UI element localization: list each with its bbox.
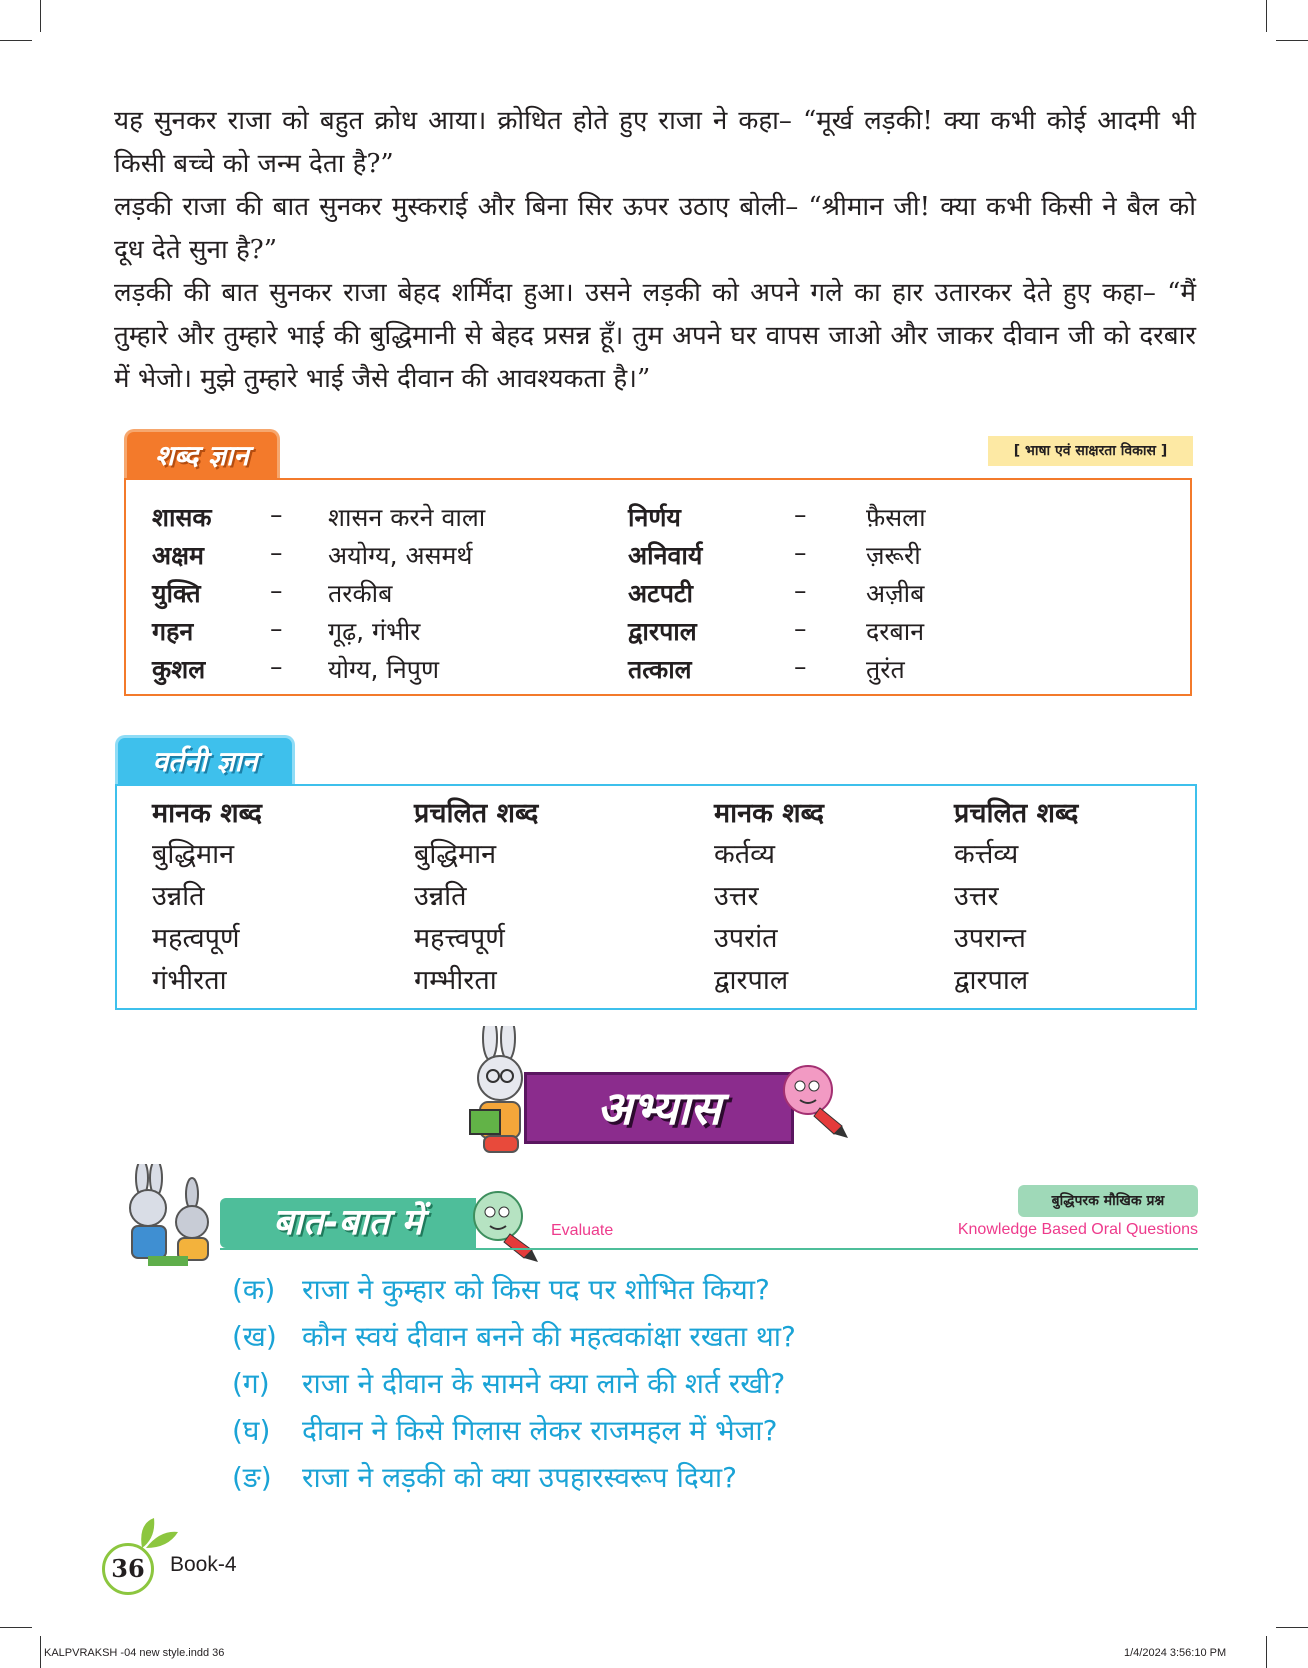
shabd-gyan-word: अटपटी (628, 579, 693, 608)
rabbits-illustration (108, 1164, 226, 1272)
question-label: (क) (232, 1273, 276, 1306)
shabd-gyan-dash: – (794, 576, 807, 605)
vartani-cell: द्वारपाल (954, 965, 1029, 996)
abhyas-banner: अभ्यास (524, 1072, 794, 1144)
question-label: (ग) (232, 1367, 270, 1400)
question-label: (ङ) (232, 1461, 272, 1494)
vartani-cell: बुद्धिमान (152, 839, 235, 870)
question-item (232, 1317, 796, 1355)
vartani-cell: द्वारपाल (714, 965, 789, 996)
vartani-header: प्रचलित शब्द (954, 798, 1079, 829)
shabd-gyan-meaning: अयोग्य, असमर्थ (328, 541, 473, 570)
vartani-cell: गंभीरता (152, 965, 227, 996)
question-text: दीवान ने किसे गिलास लेकर राजमहल में भेजा? (302, 1414, 778, 1447)
crop-mark (40, 0, 41, 32)
shabd-gyan-title: शब्द ज्ञान (124, 429, 280, 480)
crop-mark (0, 40, 32, 41)
shabd-gyan-meaning: फ़ैसला (866, 503, 926, 532)
question-text: राजा ने कुम्हार को किस पद पर शोभित किया? (302, 1273, 770, 1306)
shabd-gyan-dash: – (270, 652, 283, 681)
shabd-gyan-dash: – (270, 614, 283, 643)
page-number: 36 (102, 1543, 154, 1595)
baat-baat-mein-banner: बात-बात में (220, 1198, 476, 1248)
oral-questions-subtitle: Knowledge Based Oral Questions (957, 1221, 1198, 1238)
paragraph: लड़की की बात सुनकर राजा बेहद शर्मिंदा हुआ। उसने लड़की को अपने गले का हार उतारकर देते हुए कहा– “मैं तुम्हारे और तुम्हारे भाई की बुद्धिमानी से बेहद प्रसन्न हूँ। तुम अपने घर वापस जाओ और जाकर दीवान जी को दरबार में भेजो। मुझे तुम्हारे भाई जैसे दीवान की आवश्यकता है।” (114, 278, 1196, 394)
question-label: (ख) (232, 1320, 277, 1353)
question-label: (घ) (232, 1414, 271, 1447)
shabd-gyan-word: गहन (152, 617, 194, 646)
shabd-gyan-meaning: अज़ीब (866, 579, 925, 608)
shabd-gyan-dash: – (794, 614, 807, 643)
shabd-gyan-meaning: शासन करने वाला (328, 503, 486, 532)
shabd-gyan-word: युक्ति (152, 579, 201, 608)
shabd-gyan-meaning: तरकीब (328, 579, 393, 608)
vartani-cell: उत्तर (954, 881, 999, 912)
print-timestamp: 1/4/2024 3:56:10 PM (1124, 1647, 1227, 1659)
shabd-gyan-dash: – (794, 500, 807, 529)
leaf-icon (134, 1514, 182, 1550)
vartani-cell: उन्नति (414, 881, 467, 912)
question-item (232, 1458, 737, 1496)
shabd-gyan-dash: – (270, 500, 283, 529)
vartani-cell: गम्भीरता (414, 965, 497, 996)
question-text: कौन स्वयं दीवान बनने की महत्वकांक्षा रखता था? (302, 1320, 796, 1353)
shabd-gyan-word: निर्णय (628, 503, 681, 532)
vartani-cell: कर्त्तव्य (954, 839, 1019, 870)
shabd-gyan-word: द्वारपाल (628, 617, 697, 646)
shabd-gyan-dash: – (794, 652, 807, 681)
shabd-gyan-meaning: गूढ़, गंभीर (328, 617, 421, 646)
question-text: राजा ने लड़की को क्या उपहारस्वरूप दिया? (302, 1461, 738, 1494)
shabd-gyan-tag: [ भाषा एवं साक्षरता विकास ] (988, 436, 1193, 466)
question-item (232, 1270, 770, 1308)
vartani-cell: उपरांत (714, 923, 778, 954)
question-text: राजा ने दीवान के सामने क्या लाने की शर्त रखी? (302, 1367, 786, 1400)
paragraph: लड़की राजा की बात सुनकर मुस्कराई और बिना सिर ऊपर उठाए बोली– “श्रीमान जी! क्या कभी किसी ने बैल को दूध देते सुना है?” (114, 192, 1196, 265)
evaluate-label: Evaluate (551, 1222, 614, 1239)
vartani-cell: कर्तव्य (714, 839, 776, 870)
question-item (232, 1364, 785, 1402)
shabd-gyan-word: शासक (152, 503, 212, 532)
vartani-cell: उपरान्त (954, 923, 1026, 954)
crop-mark (0, 1627, 32, 1628)
pencil-mascot-illustration (780, 1060, 850, 1142)
vartani-gyan-title: वर्तनी ज्ञान (115, 735, 295, 786)
vartani-header: मानक शब्द (152, 798, 262, 829)
vartani-header: प्रचलित शब्द (414, 798, 539, 829)
crop-mark (1266, 1636, 1267, 1668)
vartani-cell: उत्तर (714, 881, 759, 912)
section-divider (220, 1248, 1198, 1250)
oral-questions-tag: बुद्धिपरक मौखिक प्रश्न (1018, 1185, 1198, 1217)
book-label: Book-4 (170, 1553, 237, 1576)
shabd-gyan-meaning: दरबान (866, 617, 925, 646)
shabd-gyan-word: अनिवार्य (628, 541, 703, 570)
shabd-gyan-meaning: तुरंत (866, 655, 905, 684)
story-text (114, 100, 1196, 401)
shabd-gyan-word: कुशल (152, 655, 206, 684)
crop-mark (40, 1636, 41, 1668)
crop-mark (1276, 40, 1308, 41)
shabd-gyan-dash: – (270, 576, 283, 605)
vartani-cell: बुद्धिमान (414, 839, 497, 870)
question-item (232, 1411, 778, 1449)
shabd-gyan-meaning: योग्य, निपुण (328, 655, 440, 684)
paragraph: यह सुनकर राजा को बहुत क्रोध आया। क्रोधित होते हुए राजा ने कहा– “मूर्ख लड़की! क्या कभी कोई आदमी भी किसी बच्चे को जन्म देता है?” (114, 106, 1196, 179)
file-info: KALPVRAKSH -04 new style.indd 36 (44, 1647, 225, 1659)
vartani-cell: महत्वपूर्ण (152, 923, 240, 954)
crop-mark (1266, 0, 1267, 32)
shabd-gyan-dash: – (794, 538, 807, 567)
shabd-gyan-dash: – (270, 538, 283, 567)
vartani-cell: उन्नति (152, 881, 205, 912)
vartani-header: मानक शब्द (714, 798, 824, 829)
vartani-cell: महत्त्वपूर्ण (414, 923, 505, 954)
pencil-mascot-illustration (470, 1186, 540, 1266)
shabd-gyan-word: तत्काल (628, 655, 692, 684)
crop-mark (1276, 1627, 1308, 1628)
shabd-gyan-word: अक्षम (152, 541, 204, 570)
shabd-gyan-meaning: ज़रूरी (866, 541, 921, 570)
